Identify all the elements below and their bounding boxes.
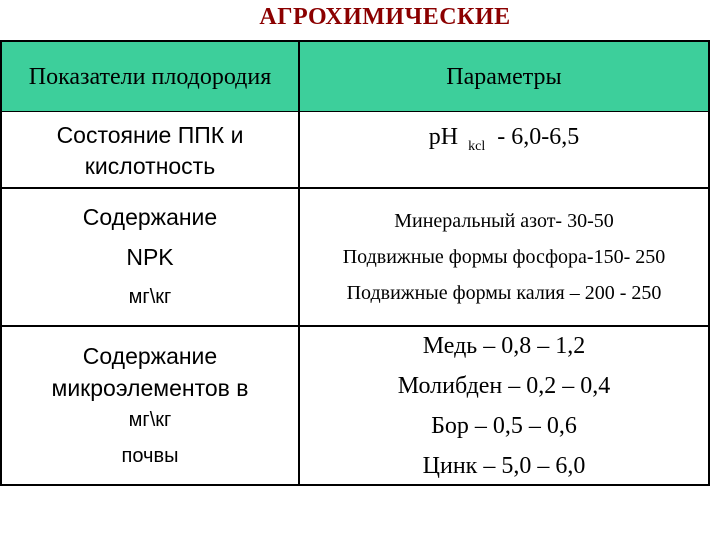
- param-line: Медь – 0,8 – 1,2: [422, 332, 586, 359]
- indicator-line: NPK: [126, 244, 174, 270]
- indicator-line: кислотность: [84, 152, 216, 179]
- indicator-line: мг\кг: [128, 286, 172, 308]
- ph-label: pH: [428, 123, 459, 150]
- table-row-1-params: [300, 114, 708, 164]
- page-title: АГРОХИМИЧЕСКИЕ: [259, 4, 511, 30]
- table-row-2-indicator: [2, 189, 298, 325]
- indicator-line: мг\кг: [128, 408, 172, 431]
- indicator-line: микроэлементов в: [51, 374, 249, 401]
- agrochemical-table: [0, 40, 710, 486]
- indicator-line: почвы: [121, 444, 179, 467]
- param-line: Подвижные формы фосфора-150- 250: [342, 246, 666, 268]
- table-row-1-indicator: [2, 114, 298, 187]
- indicator-line: Содержание: [82, 342, 218, 369]
- header-indicators: [2, 42, 298, 112]
- ph-value: - 6,0-6,5: [497, 123, 580, 150]
- table-row-3-indicator: [2, 327, 298, 484]
- param-line: Бор – 0,5 – 0,6: [431, 412, 577, 439]
- indicator-line: Состояние ППК и: [56, 121, 244, 148]
- param-line: Минеральный азот- 30-50: [394, 210, 614, 232]
- header-parameters-label: Параметры: [446, 63, 562, 90]
- header-indicators-label: Показатели плодородия: [28, 63, 272, 90]
- param-line: Цинк – 5,0 – 6,0: [422, 452, 586, 479]
- param-line: Молибден – 0,2 – 0,4: [397, 372, 611, 399]
- param-line: Подвижные формы калия – 200 - 250: [346, 282, 662, 304]
- ph-subscript: kcl: [468, 138, 486, 154]
- ph-param: [429, 124, 579, 155]
- table-row-2-params: [300, 189, 708, 325]
- header-parameters: [300, 42, 708, 112]
- table-row-3-params: [300, 327, 708, 484]
- indicator-line: Содержание: [82, 204, 218, 230]
